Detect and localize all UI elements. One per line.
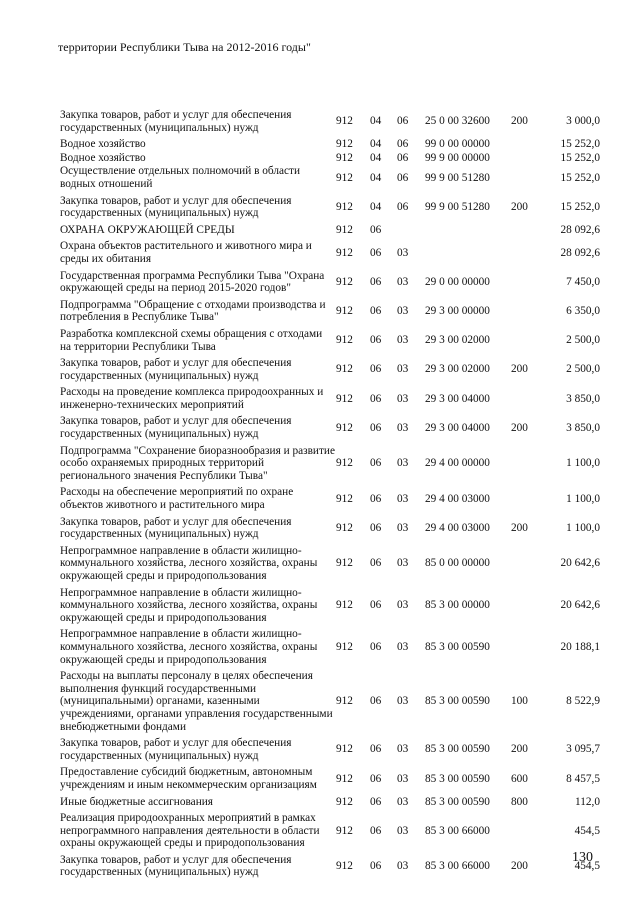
amount: 3 095,7 <box>566 743 600 756</box>
section-code: 06 <box>370 275 382 288</box>
table-row <box>60 328 600 357</box>
section-code: 04 <box>370 138 382 151</box>
subsection-code: 03 <box>397 599 409 612</box>
ministry-code: 912 <box>336 223 353 236</box>
expense-type-code <box>511 445 546 487</box>
target-article-code: 85 3 00 00000 <box>425 599 490 612</box>
subsection-code: 03 <box>397 743 409 756</box>
row-description: Иные бюджетные ассигнования <box>60 795 213 808</box>
section-code: 06 <box>370 860 382 873</box>
target-article-code: 85 3 00 66000 <box>425 860 490 873</box>
ministry-code: 912 <box>336 334 353 347</box>
expense-type-code: 200 <box>511 860 528 873</box>
amount: 3 850,0 <box>566 392 600 405</box>
amount: 1 100,0 <box>566 492 600 505</box>
ministry-code: 912 <box>336 200 353 213</box>
amount: 20 642,6 <box>560 599 600 612</box>
subsection-code: 03 <box>397 334 409 347</box>
section-code: 06 <box>370 421 382 434</box>
expense-type-code <box>511 486 546 515</box>
amount: 28 092,6 <box>560 223 600 236</box>
table-row <box>60 224 600 241</box>
table-row <box>60 486 600 515</box>
subsection-code: 03 <box>397 305 409 318</box>
row-description: Закупка товаров, работ и услуг для обеспечения государственных (муниципальных) нужд <box>60 357 292 382</box>
subsection-code: 06 <box>397 115 409 128</box>
row-description: Расходы на выплаты персоналу в целях обеспечения выполнения функций государственными (муниципальными) органами, казенными учреждениями, органами управления государственными внебюджетными фондами <box>60 670 333 733</box>
amount: 20 188,1 <box>560 640 600 653</box>
subsection-code: 03 <box>397 457 409 470</box>
expense-type-code: 600 <box>511 772 528 785</box>
target-article-code: 29 0 00 00000 <box>425 275 490 288</box>
row-description: Закупка товаров, работ и услуг для обеспечения государственных (муниципальных) нужд <box>60 737 292 762</box>
target-article-code: 85 0 00 00000 <box>425 557 490 570</box>
subsection-code: 03 <box>397 640 409 653</box>
amount: 8 457,5 <box>566 772 600 785</box>
subsection-code: 06 <box>397 138 409 151</box>
row-description: Закупка товаров, работ и услуг для обеспечения государственных (муниципальных) нужд <box>60 515 292 541</box>
ministry-code: 912 <box>336 392 353 405</box>
subsection-code <box>397 224 425 241</box>
row-description: Непрограммное направление в области жилищно-коммунального хозяйства, лесного хозяйства, охраны окружающей среды и природопользования <box>60 628 318 666</box>
target-article-code: 85 3 00 00590 <box>425 640 490 653</box>
expense-type-code: 200 <box>511 743 528 756</box>
row-description: Закупка товаров, работ и услуг для обеспечения государственных (муниципальных) нужд <box>60 194 292 220</box>
target-article-code: 99 0 00 00000 <box>425 138 490 151</box>
ministry-code: 912 <box>336 492 353 505</box>
amount: 112,0 <box>575 795 600 808</box>
ministry-code: 912 <box>336 115 353 128</box>
row-description: Закупка товаров, работ и услуг для обеспечения государственных (муниципальных) нужд <box>60 853 292 879</box>
row-description: Расходы на проведение комплекса природоохранных и инженерно-технических мероприятий <box>60 386 324 411</box>
target-article-code: 99 9 00 51280 <box>425 200 490 213</box>
section-code: 06 <box>370 795 382 808</box>
section-code: 06 <box>370 824 382 837</box>
ministry-code: 912 <box>336 824 353 837</box>
row-description: ОХРАНА ОКРУЖАЮЩЕЙ СРЕДЫ <box>60 223 235 236</box>
target-article-code: 99 9 00 51280 <box>425 171 490 184</box>
ministry-code: 912 <box>336 557 353 570</box>
subsection-code: 03 <box>397 421 409 434</box>
ministry-code: 912 <box>336 457 353 470</box>
subsection-code: 03 <box>397 363 409 376</box>
row-description: Реализация природоохранных мероприятий в рамках непрограммного направления деятельности в области охраны окружающей среды и природопользования <box>60 812 320 850</box>
amount: 20 642,6 <box>560 557 600 570</box>
amount: 15 252,0 <box>560 138 600 151</box>
subsection-code: 03 <box>397 860 409 873</box>
amount: 6 350,0 <box>566 305 600 318</box>
ministry-code: 912 <box>336 695 353 708</box>
expense-type-code <box>511 587 546 629</box>
target-article-code: 85 3 00 00590 <box>425 695 490 708</box>
expense-type-code: 200 <box>511 363 528 376</box>
row-description: Подпрограмма "Сохранение биоразнообразия и развитие особо охраняемых природных территорий регионального значения Республики Тыва" <box>60 444 335 482</box>
subsection-code: 03 <box>397 392 409 405</box>
table-row <box>60 152 600 166</box>
subsection-code: 03 <box>397 824 409 837</box>
amount: 8 522,9 <box>566 695 600 708</box>
target-article-code: 25 0 00 32600 <box>425 115 490 128</box>
expense-type-code: 200 <box>511 115 528 128</box>
subsection-code: 03 <box>397 695 409 708</box>
expense-type-code <box>511 299 546 328</box>
expense-type-code <box>511 328 546 357</box>
subsection-code: 03 <box>397 521 409 534</box>
table-row <box>60 240 600 269</box>
amount: 1 100,0 <box>566 521 600 534</box>
amount: 28 092,6 <box>560 246 600 259</box>
row-description: Осуществление отдельных полномочий в области водных отношений <box>60 165 301 190</box>
target-article-code <box>425 224 511 241</box>
table-row <box>60 299 600 328</box>
expense-type-code <box>511 240 546 269</box>
target-article-code: 29 3 00 02000 <box>425 363 490 376</box>
amount: 1 100,0 <box>566 457 600 470</box>
budget-table-body <box>60 109 600 883</box>
table-row <box>60 195 600 224</box>
target-article-code: 85 3 00 00590 <box>425 772 490 785</box>
amount: 7 450,0 <box>566 275 600 288</box>
section-code: 06 <box>370 695 382 708</box>
subsection-code: 03 <box>397 492 409 505</box>
target-article-code: 29 4 00 03000 <box>425 521 490 534</box>
table-row <box>60 165 600 194</box>
subsection-code: 06 <box>397 171 409 184</box>
ministry-code: 912 <box>336 151 353 164</box>
amount: 2 500,0 <box>566 363 600 376</box>
ministry-code: 912 <box>336 599 353 612</box>
target-article-code: 85 3 00 00590 <box>425 795 490 808</box>
expense-type-code <box>511 165 546 194</box>
section-code: 06 <box>370 363 382 376</box>
amount: 15 252,0 <box>560 151 600 164</box>
expense-type-code <box>511 224 546 241</box>
subsection-code: 03 <box>397 557 409 570</box>
ministry-code: 912 <box>336 305 353 318</box>
page-number: 130 <box>572 850 593 865</box>
subsection-code: 03 <box>397 246 409 259</box>
row-description: Закупка товаров, работ и услуг для обеспечения государственных (муниципальных) нужд <box>60 415 292 441</box>
table-row <box>60 854 600 883</box>
ministry-code: 912 <box>336 743 353 756</box>
expense-type-code <box>511 152 546 166</box>
row-description: Водное хозяйство <box>60 138 146 151</box>
expense-type-code: 100 <box>511 695 528 708</box>
subsection-code: 03 <box>397 275 409 288</box>
table-row <box>60 545 600 587</box>
target-article-code: 99 9 00 00000 <box>425 151 490 164</box>
expense-type-code <box>511 138 546 152</box>
expense-type-code <box>511 386 546 415</box>
page-header: территории Республики Тыва на 2012-2016 годы" <box>58 40 311 54</box>
ministry-code: 912 <box>336 246 353 259</box>
section-code: 06 <box>370 640 382 653</box>
table-row <box>60 737 600 766</box>
table-row <box>60 516 600 545</box>
section-code: 04 <box>370 171 382 184</box>
row-description: Водное хозяйство <box>60 151 146 164</box>
ministry-code: 912 <box>336 860 353 873</box>
section-code: 06 <box>370 521 382 534</box>
expense-type-code <box>511 628 546 670</box>
row-description: Непрограммное направление в области жилищно-коммунального хозяйства, лесного хозяйства, охраны окружающей среды и природопользования <box>60 586 318 624</box>
amount: 454,5 <box>574 860 600 873</box>
table-row <box>60 628 600 670</box>
subsection-code: 06 <box>397 200 409 213</box>
section-code: 06 <box>370 772 382 785</box>
ministry-code: 912 <box>336 363 353 376</box>
section-code: 04 <box>370 151 382 164</box>
ministry-code: 912 <box>336 521 353 534</box>
target-article-code <box>425 240 511 269</box>
target-article-code: 29 3 00 04000 <box>425 421 490 434</box>
subsection-code: 06 <box>397 151 409 164</box>
section-code: 06 <box>370 334 382 347</box>
ministry-code: 912 <box>336 421 353 434</box>
row-description: Непрограммное направление в области жилищно-коммунального хозяйства, лесного хозяйства, охраны окружающей среды и природопользования <box>60 544 318 582</box>
target-article-code: 29 4 00 00000 <box>425 457 490 470</box>
amount: 2 500,0 <box>566 334 600 347</box>
section-code: 06 <box>370 557 382 570</box>
section-code: 06 <box>370 457 382 470</box>
expense-type-code: 200 <box>511 421 528 434</box>
row-description: Подпрограмма "Обращение с отходами производства и потребления в Республике Тыва" <box>60 298 326 324</box>
section-code: 04 <box>370 200 382 213</box>
amount: 3 850,0 <box>566 421 600 434</box>
table-row <box>60 357 600 386</box>
target-article-code: 29 4 00 03000 <box>425 492 490 505</box>
expense-type-code: 200 <box>511 521 528 534</box>
expense-type-code: 800 <box>511 795 528 808</box>
amount: 3 000,0 <box>566 115 600 128</box>
table-row <box>60 812 600 854</box>
target-article-code: 29 3 00 00000 <box>425 305 490 318</box>
section-code: 04 <box>370 115 382 128</box>
expense-type-code <box>511 545 546 587</box>
expense-type-code: 200 <box>511 200 528 213</box>
table-row <box>60 766 600 795</box>
target-article-code: 85 3 00 66000 <box>425 824 490 837</box>
ministry-code: 912 <box>336 171 353 184</box>
ministry-code: 912 <box>336 772 353 785</box>
ministry-code: 912 <box>336 275 353 288</box>
row-description: Разработка комплексной схемы обращения с отходами на территории Республики Тыва <box>60 327 323 353</box>
row-description: Охрана объектов растительного и животного мира и среды их обитания <box>60 240 312 265</box>
expense-type-code <box>511 270 546 299</box>
target-article-code: 29 3 00 04000 <box>425 392 490 405</box>
expense-type-code <box>511 812 546 854</box>
table-row <box>60 386 600 415</box>
budget-table <box>60 109 600 883</box>
subsection-code: 03 <box>397 772 409 785</box>
table-row <box>60 270 600 299</box>
table-row <box>60 670 600 737</box>
row-description: Закупка товаров, работ и услуг для обеспечения государственных (муниципальных) нужд <box>60 109 292 134</box>
row-description: Расходы на обеспечение мероприятий по охране объектов животного и растительного мира <box>60 486 294 512</box>
table-row <box>60 796 600 813</box>
table-row <box>60 109 600 138</box>
row-description: Государственная программа Республики Тыва "Охрана окружающей среды на период 2015-2020 годов" <box>60 269 325 295</box>
section-code: 06 <box>370 743 382 756</box>
amount: 15 252,0 <box>560 200 600 213</box>
ministry-code: 912 <box>336 640 353 653</box>
section-code: 06 <box>370 305 382 318</box>
section-code: 06 <box>370 246 382 259</box>
amount: 15 252,0 <box>560 171 600 184</box>
ministry-code: 912 <box>336 795 353 808</box>
table-row <box>60 138 600 152</box>
amount: 454,5 <box>574 824 600 837</box>
section-code: 06 <box>370 492 382 505</box>
section-code: 06 <box>370 392 382 405</box>
ministry-code: 912 <box>336 138 353 151</box>
target-article-code: 85 3 00 00590 <box>425 743 490 756</box>
table-row <box>60 415 600 444</box>
section-code: 06 <box>370 599 382 612</box>
table-row <box>60 587 600 629</box>
section-code: 06 <box>370 223 382 236</box>
subsection-code: 03 <box>397 795 409 808</box>
row-description: Предоставление субсидий бюджетным, автономным учреждениям и иным некоммерческим организациям <box>60 766 317 791</box>
target-article-code: 29 3 00 02000 <box>425 334 490 347</box>
table-row <box>60 445 600 487</box>
